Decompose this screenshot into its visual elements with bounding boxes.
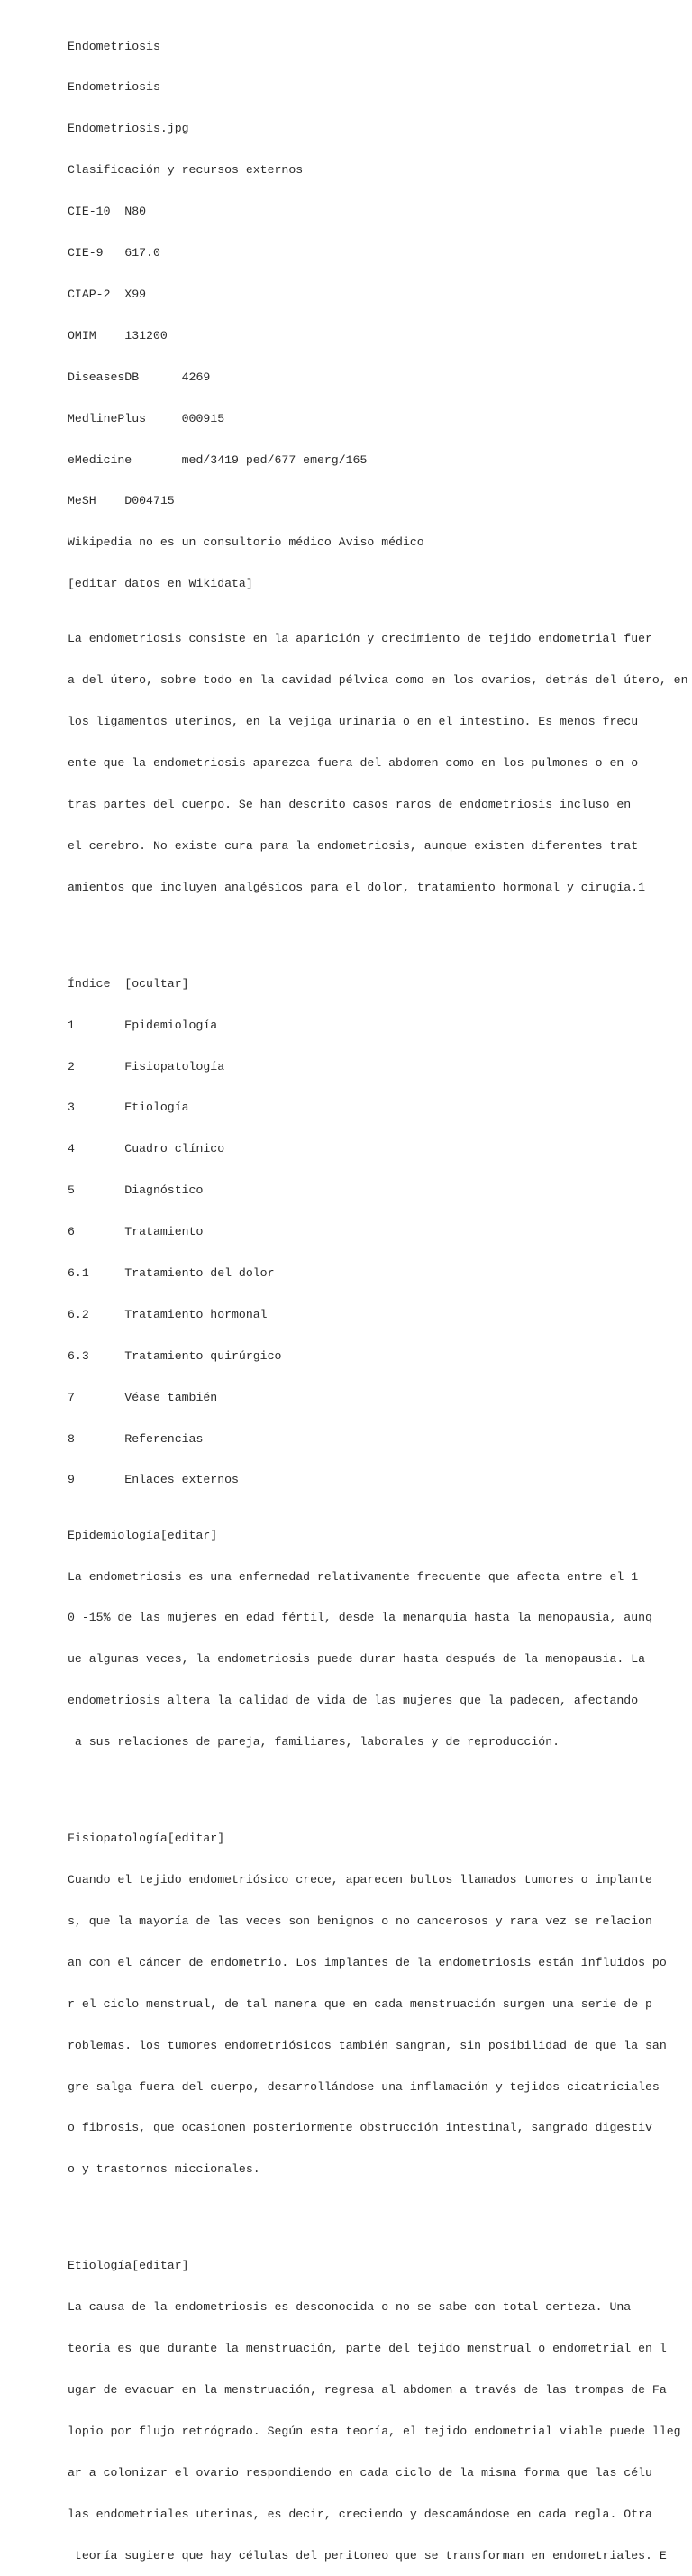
toc-item[interactable]: 5 Diagnóstico	[68, 1183, 204, 1198]
paragraph-line: o fibrosis, que ocasionen posteriormente obstrucción intestinal, sangrado digestiv	[68, 2121, 652, 2135]
paragraph-line: o y trastornos miccionales.	[68, 2162, 260, 2177]
infobox-image-link[interactable]: Endometriosis.jpg	[68, 122, 189, 136]
paragraph-line: s, que la mayoría de las veces son benignos o no cancerosos y rara vez se relacion	[68, 1914, 652, 1928]
paragraph-line: La causa de la endometriosis es desconocida o no se sabe con total certeza. Una	[68, 2300, 632, 2315]
toc-item[interactable]: 2 Fisiopatología	[68, 1059, 225, 1073]
section-heading-epidemiologia[interactable]: Epidemiología[editar]	[68, 1528, 218, 1542]
intro-line: tras partes del cuerpo. Se han descrito casos raros de endometriosis incluso en	[68, 797, 632, 811]
paragraph-line: a sus relaciones de pareja, familiares, laborales y de reproducción.	[68, 1735, 560, 1749]
document-text	[68, 12, 688, 2576]
infobox-name: Endometriosis	[68, 80, 160, 95]
spacer	[68, 922, 680, 936]
toc-item[interactable]: 9 Enlaces externos	[68, 1473, 239, 1487]
paragraph-line: endometriosis altera la calidad de vida de las mujeres que la padecen, afectando	[68, 1694, 639, 1708]
toc-item[interactable]: 7 Véase también	[68, 1390, 218, 1404]
paragraph-line: ar a colonizar el ovario respondiendo en cada ciclo de la misma forma que las célu	[68, 2465, 652, 2480]
paragraph-line: lopio por flujo retrógrado. Según esta teoría, el tejido endometrial viable puede lleg	[68, 2424, 681, 2438]
toc-item[interactable]: 4 Cuadro clínico	[68, 1142, 225, 1156]
intro-line: los ligamentos uterinos, en la vejiga urinaria o en el intestino. Es menos frecu	[68, 715, 639, 729]
toc-item[interactable]: 6.1 Tratamiento del dolor	[68, 1266, 275, 1281]
toc-item[interactable]: 3 Etiología	[68, 1101, 189, 1115]
toc-item[interactable]: 1 Epidemiología	[68, 1018, 218, 1032]
edit-wikidata-link[interactable]: [editar datos en Wikidata]	[68, 577, 253, 591]
paragraph-line: teoría sugiere que hay células del peritoneo que se transforman en endometriales. E	[68, 2548, 667, 2562]
article-title: Endometriosis	[68, 39, 160, 53]
paragraph-line: roblemas. los tumores endometriósicos también sangran, sin posibilidad de que la san	[68, 2038, 667, 2052]
medical-disclaimer[interactable]: Wikipedia no es un consultorio médico Aviso médico	[68, 535, 424, 550]
paragraph-line: 0 -15% de las mujeres en edad fértil, desde la menarquia hasta la menopausia, aunq	[68, 1611, 652, 1625]
infobox-row-mesh: MeSH D004715	[68, 494, 175, 508]
infobox-row-cie9: CIE-9 617.0	[68, 246, 160, 260]
toc-item[interactable]: 6.2 Tratamiento hormonal	[68, 1307, 268, 1321]
infobox-section-label: Clasificación y recursos externos	[68, 163, 304, 178]
infobox-row-emedicine: eMedicine med/3419 ped/677 emerg/165	[68, 452, 368, 467]
paragraph-line: teoría es que durante la menstruación, parte del tejido menstrual o endometrial en l	[68, 2342, 667, 2356]
infobox-row-medlineplus: MedlinePlus 000915	[68, 411, 225, 425]
section-heading-fisiopatologia[interactable]: Fisiopatología[editar]	[68, 1832, 225, 1846]
paragraph-line: an con el cáncer de endometrio. Los implantes de la endometriosis están influidos po	[68, 1955, 667, 1969]
toc-item[interactable]: 8 Referencias	[68, 1431, 204, 1446]
paragraph-line: r el ciclo menstrual, de tal manera que en cada menstruación surgen una serie de p	[68, 1996, 652, 2011]
infobox-row-omim: OMIM 131200	[68, 328, 168, 343]
infobox-row-cie10: CIE-10 N80	[68, 205, 147, 219]
intro-line: ente que la endometriosis aparezca fuera del abdomen como en los pulmones o en o	[68, 756, 639, 771]
spacer	[68, 2204, 680, 2217]
paragraph-line: gre salga fuera del cuerpo, desarrollándose una inflamación y tejidos cicatriciales	[68, 2079, 660, 2094]
toc-header[interactable]: Índice [ocultar]	[68, 976, 189, 991]
paragraph-line: las endometriales uterinas, es decir, creciendo y descamándose en cada regla. Otra	[68, 2507, 652, 2521]
intro-line: a del útero, sobre todo en la cavidad pélvica como en los ovarios, detrás del útero, en	[68, 673, 688, 688]
paragraph-line: ue algunas veces, la endometriosis puede durar hasta después de la menopausia. La	[68, 1652, 646, 1667]
toc-item[interactable]: 6 Tratamiento	[68, 1225, 204, 1239]
toc-item[interactable]: 6.3 Tratamiento quirúrgico	[68, 1348, 282, 1363]
paragraph-line: La endometriosis es una enfermedad relativamente frecuente que afecta entre el 1	[68, 1569, 639, 1584]
infobox-row-ciap2: CIAP-2 X99	[68, 287, 147, 301]
infobox-row-diseasesdb: DiseasesDB 4269	[68, 370, 211, 384]
intro-line: La endometriosis consiste en la aparición y crecimiento de tejido endometrial fuer	[68, 632, 652, 646]
paragraph-line: Cuando el tejido endometriósico crece, aparecen bultos llamados tumores o implante	[68, 1873, 652, 1887]
intro-line: el cerebro. No existe cura para la endometriosis, aunque existen diferentes trat	[68, 838, 639, 853]
section-heading-etiologia[interactable]: Etiología[editar]	[68, 2259, 189, 2273]
spacer	[68, 1777, 680, 1790]
intro-line: amientos que incluyen analgésicos para el dolor, tratamiento hormonal y cirugía.1	[68, 880, 646, 894]
paragraph-line: ugar de evacuar en la menstruación, regresa al abdomen a través de las trompas de Fa	[68, 2383, 667, 2398]
